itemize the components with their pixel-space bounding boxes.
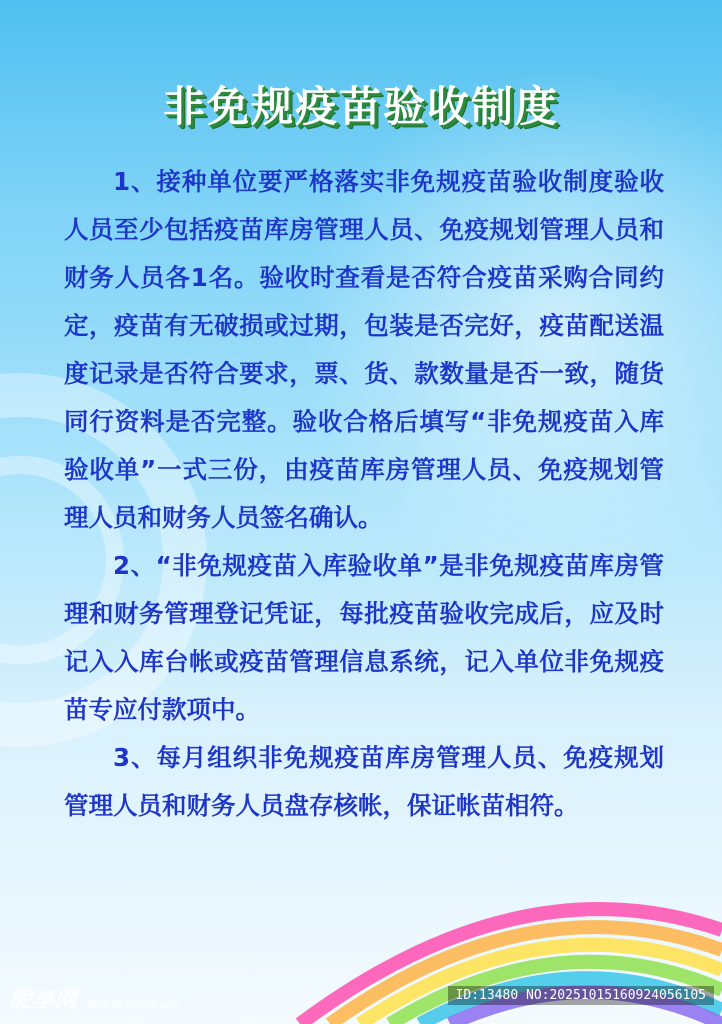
site-watermark — [10, 983, 180, 1014]
watermark-brand: 昵享网 — [10, 988, 77, 1013]
rainbow-arcs — [300, 909, 722, 1024]
paragraph-3: 3、每月组织非免规疫苗库房管理人员、免疫规划管理人员和财务人员盘存核帐，保证帐苗相符。 — [64, 743, 664, 820]
paragraph-2: 2、“非免规疫苗入库验收单”是非免规疫苗库房管理和财务管理登记凭证，每批疫苗验收完成后，应及时记入入库台帐或疫苗管理信息系统，记入单位非免规疫苗专应付款项中。 — [64, 551, 664, 724]
watermark-id: ID:13480 NO:20251015160924056105 — [448, 986, 714, 1005]
page-title: 非免规疫苗验收制度 — [162, 82, 559, 131]
watermark-url: www.nipic.cn — [87, 995, 180, 1011]
paragraph-1: 1、接种单位要严格落实非免规疫苗验收制度验收人员至少包括疫苗库房管理人员、免疫规划管理人员和财务人员各1名。验收时查看是否符合疫苗采购合同约定，疫苗有无破损或过期，包装是否完好，疫苗配送温度记录是否符合要求，票、货、款数量是否一致，随货同行资料是否完整。验收合格后填写“非免规疫苗入库验收单”一式三份，由疫苗库房管理人员、免疫规划管理人员和财务人员签名确认。 — [64, 167, 664, 532]
regulation-body — [64, 158, 664, 830]
